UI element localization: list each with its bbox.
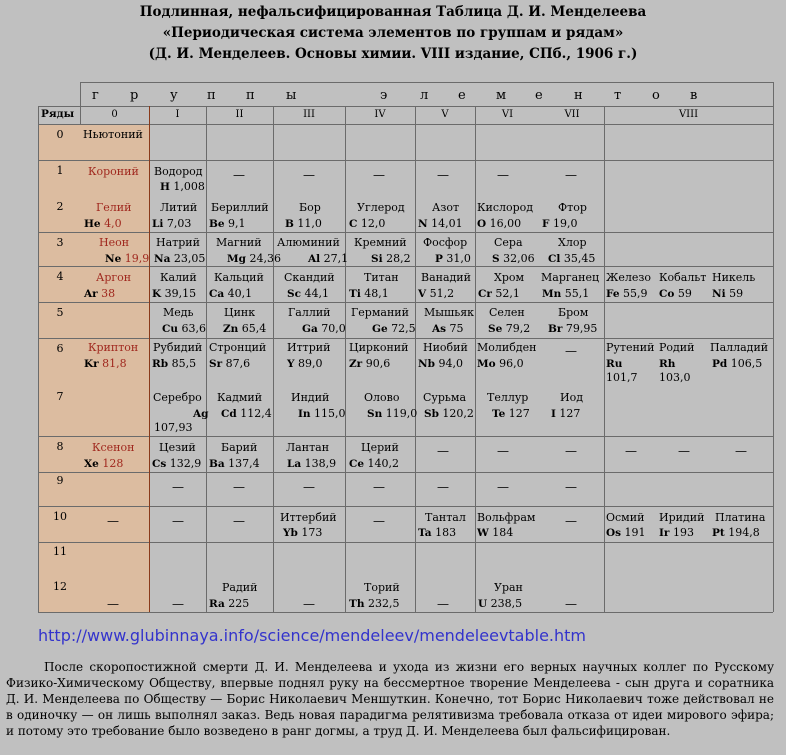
row-number: 11	[53, 545, 67, 558]
element-name: Ксенон	[92, 441, 135, 454]
empty-dash: —	[437, 168, 449, 182]
title-line-1: Подлинная, нефальсифицированная Таблица Д. И. Менделеева	[139, 4, 647, 20]
empty-dash: —	[373, 480, 385, 494]
group-word-letter: ы	[286, 88, 297, 103]
element-symbol-weight: Nb 94,0	[418, 357, 463, 370]
empty-dash: —	[172, 597, 184, 611]
element-name: Железо	[606, 271, 651, 284]
element-symbol-weight: Br 79,95	[548, 322, 598, 335]
group-label: VII	[564, 109, 580, 120]
element-symbol-weight: Sb 120,2	[424, 407, 474, 420]
element-symbol-weight: I 127	[551, 407, 581, 420]
group-word-letter: л	[420, 88, 429, 103]
commentary-text: После скоропостижной смерти Д. И. Менделеева и ухода из жизни его верных научных коллег по Русскому Физико-Химическому Обществу, впервые поднял руку на бессмертное творение Менделеева - сын друга и соратника Д. И. Менделеева по Обществу — Борис Николаевич Меншуткин. Конечно, тот Борис Николаевич тоже действовал не в одиночку — он лишь выполнял заказ. Ведь новая парадигма релятивизма требовала отказа от идеи мирового эфира; и потому это требование было возведено в ранг догмы, а труд Д. И. Менделеева был фальсифицирован.	[6, 660, 774, 738]
empty-dash: —	[565, 444, 577, 458]
element-name: Радий	[222, 581, 258, 594]
element-name: Водород	[154, 165, 203, 178]
empty-dash: —	[497, 480, 509, 494]
element-symbol-weight: Cu 63,6	[162, 322, 206, 335]
empty-dash: —	[565, 480, 577, 494]
empty-dash: —	[497, 444, 509, 458]
element-name: Тантал	[425, 511, 466, 524]
empty-dash: —	[437, 480, 449, 494]
element-name: Неон	[99, 236, 130, 249]
element-symbol-weight: He 4,0	[84, 217, 122, 230]
element-name: Олово	[364, 391, 400, 404]
element-symbol-weight: As 75	[432, 322, 464, 335]
element-name: Калий	[160, 271, 197, 284]
element-symbol-weight: V 51,2	[418, 287, 455, 300]
element-symbol-weight: U 238,5	[478, 597, 523, 610]
group-word-letter: э	[380, 88, 388, 103]
group-label: I	[175, 109, 180, 120]
element-symbol-weight: Rb 85,5	[152, 357, 197, 370]
row-number: 6	[56, 342, 64, 355]
element-symbol-weight: Xe 128	[84, 457, 124, 470]
empty-dash: —	[565, 344, 577, 358]
element-symbol-weight: Cl 35,45	[548, 252, 596, 265]
element-name: Вольфрам	[477, 511, 536, 524]
element-name: Фтор	[558, 201, 587, 214]
periodic-table	[38, 82, 773, 613]
element-symbol-weight: Ce 140,2	[349, 457, 400, 470]
empty-dash: —	[303, 597, 315, 611]
element-name: Платина	[715, 511, 766, 524]
element-name: Рутений	[606, 341, 655, 354]
element-symbol-weight: Yb 173	[283, 526, 323, 539]
element-name: Титан	[364, 271, 399, 284]
element-symbol-weight: Te 127	[492, 407, 530, 420]
empty-dash: —	[565, 597, 577, 611]
group-word-letter: м	[496, 88, 507, 103]
group-label: V	[441, 109, 449, 120]
element-name: Торий	[364, 581, 400, 594]
element-symbol-weight: Ta 183	[418, 526, 457, 539]
element-symbol-weight: Os 191	[606, 526, 646, 539]
element-name: Кадмий	[217, 391, 263, 404]
element-symbol-weight: Rh 103,0	[659, 358, 691, 384]
empty-dash: —	[233, 168, 245, 182]
element-symbol-weight: In 115,0	[298, 407, 346, 420]
source-link[interactable]: http://www.glubinnaya.info/science/mendeleev/mendeleevtable.htm	[38, 626, 587, 645]
element-name: Молибден	[477, 341, 537, 354]
empty-dash: —	[107, 597, 119, 611]
element-name: Никель	[712, 271, 756, 284]
element-name: Гелий	[96, 201, 132, 214]
element-name: Бор	[299, 201, 321, 214]
empty-dash: —	[233, 514, 245, 528]
element-name: Кобальт	[659, 271, 707, 284]
group-word-letter: е	[458, 88, 466, 103]
element-name: Криптон	[88, 341, 139, 354]
grid-line	[80, 82, 81, 106]
element-name: Селен	[489, 306, 525, 319]
group-word-letter: г	[92, 88, 99, 103]
element-name: Палладий	[710, 341, 769, 354]
grid-line	[38, 612, 773, 613]
element-name: Иттрий	[287, 341, 331, 354]
element-symbol-weight: Sr 87,6	[209, 357, 251, 370]
element-symbol-weight: Zr 90,6	[349, 357, 391, 370]
element-symbol-weight: W 184	[477, 526, 514, 539]
element-symbol-weight: Be 9,1	[209, 217, 246, 230]
group-word-letter: о	[652, 88, 660, 103]
group-word-letter: н	[574, 88, 583, 103]
row-number: 7	[56, 390, 64, 403]
element-symbol-weight: Li 7,03	[152, 217, 192, 230]
row-number: 3	[56, 236, 64, 249]
group-label: III	[303, 109, 315, 120]
element-name: Сера	[494, 236, 523, 249]
element-symbol-weight: Pt 194,8	[712, 526, 760, 539]
group-label: VIII	[678, 109, 699, 120]
element-name: Цинк	[224, 306, 256, 319]
element-name: Хлор	[558, 236, 587, 249]
element-symbol-weight: Ne 19,9	[105, 252, 150, 265]
element-symbol-weight: C 12,0	[349, 217, 386, 230]
element-name: Углерод	[357, 201, 405, 214]
element-symbol-weight: O 16,00	[477, 217, 522, 230]
element-symbol-weight: Fe 55,9	[606, 287, 648, 300]
element-symbol-weight: Y 89,0	[287, 357, 323, 370]
element-name: Ниобий	[423, 341, 468, 354]
element-name: Рубидий	[153, 341, 203, 354]
grid-line	[80, 82, 773, 83]
element-name: Кальций	[214, 271, 264, 284]
element-name: Кислород	[477, 201, 534, 214]
group-word-letter: п	[207, 88, 216, 103]
element-symbol-weight: Co 59	[659, 287, 692, 300]
element-symbol-weight: Sc 44,1	[287, 287, 329, 300]
element-name: Серебро	[153, 391, 202, 404]
element-symbol-weight: Mo 96,0	[477, 357, 524, 370]
element-symbol-weight: La 138,9	[287, 457, 337, 470]
element-name: Уран	[494, 581, 523, 594]
element-name: Иод	[560, 391, 583, 404]
element-symbol-weight: K 39,15	[152, 287, 197, 300]
commentary-paragraph	[6, 659, 774, 739]
element-name: Осмий	[606, 511, 645, 524]
element-name: Германий	[351, 306, 409, 319]
element-name: Фосфор	[423, 236, 468, 249]
empty-dash: —	[437, 444, 449, 458]
element-name: Аргон	[96, 271, 132, 284]
empty-dash: —	[303, 480, 315, 494]
element-symbol-weight: Kr 81,8	[84, 357, 127, 370]
element-name: Барий	[221, 441, 258, 454]
group-word-letter: п	[246, 88, 255, 103]
row-number: 4	[56, 270, 64, 283]
element-name: Натрий	[156, 236, 200, 249]
group-word-letter: т	[614, 88, 622, 103]
grid-line	[604, 106, 605, 612]
element-name: Теллур	[487, 391, 529, 404]
element-name: Галлий	[288, 306, 331, 319]
row-number: 9	[56, 474, 64, 487]
element-name: Ванадий	[421, 271, 471, 284]
element-symbol-weight: P 31,0	[435, 252, 471, 265]
element-symbol-weight: Cs 132,9	[152, 457, 202, 470]
row-number: 5	[56, 306, 64, 319]
grid-line	[38, 106, 39, 612]
grid-line	[206, 106, 207, 612]
element-symbol-weight: Mg 24,36	[227, 252, 281, 265]
element-name: Цирконий	[349, 341, 409, 354]
grid-line	[475, 106, 476, 612]
element-name: Индий	[291, 391, 330, 404]
element-name: Иттербий	[280, 511, 337, 524]
element-name: Хром	[494, 271, 525, 284]
element-symbol-weight: Ge 72,5	[372, 322, 416, 335]
element-symbol-weight: Ti 48,1	[349, 287, 389, 300]
element-name: Медь	[163, 306, 194, 319]
element-name: Цезий	[159, 441, 196, 454]
element-name: Короний	[88, 165, 139, 178]
row-number: 0	[56, 128, 64, 141]
group-label: II	[235, 109, 244, 120]
group-word-letter: у	[170, 88, 178, 103]
group-label: 0	[111, 109, 118, 120]
element-name: Церий	[361, 441, 399, 454]
grid-line	[415, 106, 416, 612]
row-number: 12	[53, 580, 67, 593]
element-name: Марганец	[541, 271, 600, 284]
group-label: VI	[501, 109, 514, 120]
element-symbol-weight: Ar 38	[84, 287, 116, 300]
group-word-letter: в	[690, 88, 698, 103]
element-name: Бром	[558, 306, 589, 319]
element-name: Литий	[160, 201, 198, 214]
element-symbol-weight: Ra 225	[209, 597, 250, 610]
element-name: Магний	[216, 236, 262, 249]
empty-dash: —	[373, 514, 385, 528]
row-number: 2	[56, 200, 64, 213]
empty-dash: —	[565, 514, 577, 528]
element-symbol-weight: N 14,01	[418, 217, 463, 230]
empty-dash: —	[678, 444, 690, 458]
element-symbol-weight: Al 27,1	[308, 252, 349, 265]
element-name: Кремний	[354, 236, 407, 249]
element-symbol-weight: Si 28,2	[371, 252, 411, 265]
element-symbol-weight: Sn 119,0	[367, 407, 418, 420]
grid-line	[273, 106, 274, 612]
element-symbol-weight: F 19,0	[542, 217, 578, 230]
element-name: Лантан	[286, 441, 330, 454]
element-symbol-weight: S 32,06	[492, 252, 535, 265]
element-symbol-weight: Cd 112,4	[221, 407, 272, 420]
empty-dash: —	[735, 444, 747, 458]
element-symbol-weight: Se 79,2	[488, 322, 531, 335]
group-word-letter: р	[130, 88, 139, 103]
element-symbol-weight: Cr 52,1	[478, 287, 520, 300]
element-symbol-weight: Ca 40,1	[209, 287, 253, 300]
element-symbol-weight: Th 232,5	[349, 597, 400, 610]
element-name: Скандий	[284, 271, 335, 284]
grid-line	[149, 106, 150, 612]
element-name: Алюминий	[277, 236, 340, 249]
element-symbol-weight: Ba 137,4	[209, 457, 260, 470]
empty-dash: —	[303, 168, 315, 182]
element-symbol-weight: Pd 106,5	[712, 357, 763, 370]
title-line-3: (Д. И. Менделеев. Основы химии. VIII издание, СПб., 1906 г.)	[148, 46, 638, 62]
element-symbol-weight: Na 23,05	[154, 252, 206, 265]
group-label: IV	[374, 109, 386, 120]
element-symbol-weight: Zn 65,4	[223, 322, 267, 335]
rows-header: Ряды	[41, 108, 75, 120]
empty-dash: —	[625, 444, 637, 458]
element-symbol-weight: H 1,008	[160, 180, 205, 193]
element-symbol-weight: Mn 55,1	[542, 287, 590, 300]
empty-dash: —	[172, 514, 184, 528]
element-name: Иридий	[659, 511, 705, 524]
element-name: Сурьма	[423, 391, 467, 404]
element-symbol-weight: Ag	[193, 408, 209, 420]
element-symbol-weight: B 11,0	[285, 217, 322, 230]
title-line-2: «Периодическая система элементов по группам и рядам»	[162, 25, 624, 41]
empty-dash: —	[497, 168, 509, 182]
row-number: 8	[56, 440, 64, 453]
empty-dash: —	[373, 168, 385, 182]
element-symbol-weight: Ir 193	[659, 526, 694, 539]
empty-dash: —	[565, 168, 577, 182]
empty-dash: —	[172, 480, 184, 494]
empty-dash: —	[107, 514, 119, 528]
empty-dash: —	[233, 480, 245, 494]
element-name: Стронций	[209, 341, 267, 354]
element-symbol-weight: Ru 101,7	[606, 358, 638, 384]
row-number: 10	[53, 510, 67, 523]
empty-dash: —	[437, 597, 449, 611]
element-weight: 107,93	[154, 421, 193, 434]
element-name: Родий	[659, 341, 695, 354]
grid-line	[773, 82, 774, 612]
element-name: Азот	[432, 201, 460, 214]
row-number: 1	[56, 164, 64, 177]
element-name: Ньютоний	[83, 128, 143, 141]
element-symbol-weight: Ni 59	[712, 287, 744, 300]
element-name: Бериллий	[211, 201, 269, 214]
group-word-letter: е	[535, 88, 543, 103]
element-name: Мышьяк	[424, 306, 475, 319]
element-symbol-weight: Ga 70,0	[302, 322, 346, 335]
grid-line	[345, 106, 346, 612]
